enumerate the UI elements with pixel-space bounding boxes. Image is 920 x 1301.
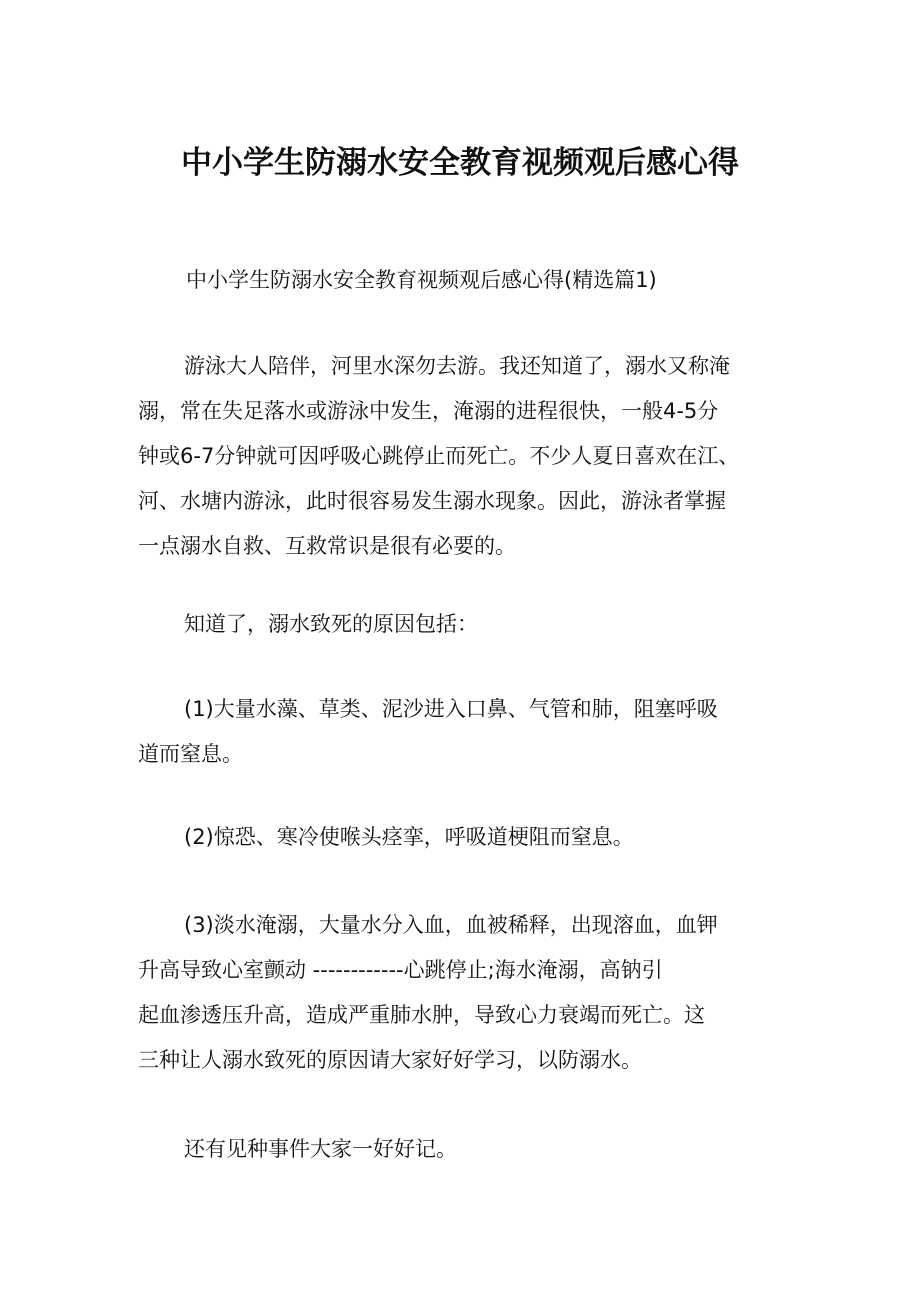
paragraph-line: 知道了，溺水致死的原因包括：	[184, 612, 478, 636]
document-subtitle: 中小学生防溺水安全教育视频观后感心得(精选篇1)	[186, 268, 657, 292]
paragraph-line: 还有见种事件大家一好好记。	[184, 1137, 457, 1161]
paragraph-line: 三种让人溺水致死的原因请大家好好学习，以防溺水。	[138, 1048, 642, 1072]
paragraph-1	[138, 344, 792, 569]
document-title: 中小学生防溺水安全教育视频观后感心得	[181, 144, 739, 181]
paragraph-line: 道而窒息。	[138, 742, 243, 766]
paragraph-line: 升高导致心室颤动 ------------心跳停止;海水淹溺，高钠引	[138, 958, 663, 982]
paragraph-line: 一点溺水自救、互救常识是很有必要的。	[138, 534, 516, 558]
paragraph-line: 河、水塘内游泳，此时很容易发生溺水现象。因此，游泳者掌握	[138, 489, 726, 513]
paragraph-line: 起血渗透压升高，造成严重肺水肿，导致心力衰竭而死亡。这	[138, 1003, 705, 1027]
paragraph-2	[138, 602, 792, 647]
paragraph-4	[138, 815, 792, 860]
paragraph-5	[138, 903, 792, 1083]
paragraph-line: 游泳大人陪伴，河里水深勿去游。我还知道了，溺水又称淹	[184, 354, 730, 378]
paragraph-line: 溺，常在失足落水或游泳中发生，淹溺的进程很快，一般4-5分	[138, 399, 719, 423]
paragraph-6	[138, 1127, 792, 1172]
paragraph-line: (2)惊恐、寒冷使喉头痉挛，呼吸道梗阻而窒息。	[184, 825, 634, 849]
paragraph-line: (1)大量水藻、草类、泥沙进入口鼻、气管和肺，阻塞呼吸	[184, 697, 718, 721]
paragraph-line: 钟或6-7分钟就可因呼吸心跳停止而死亡。不少人夏日喜欢在江、	[138, 444, 740, 468]
paragraph-line: (3)淡水淹溺，大量水分入血，血被稀释，出现溶血，血钾	[184, 913, 718, 937]
paragraph-3	[138, 687, 792, 777]
